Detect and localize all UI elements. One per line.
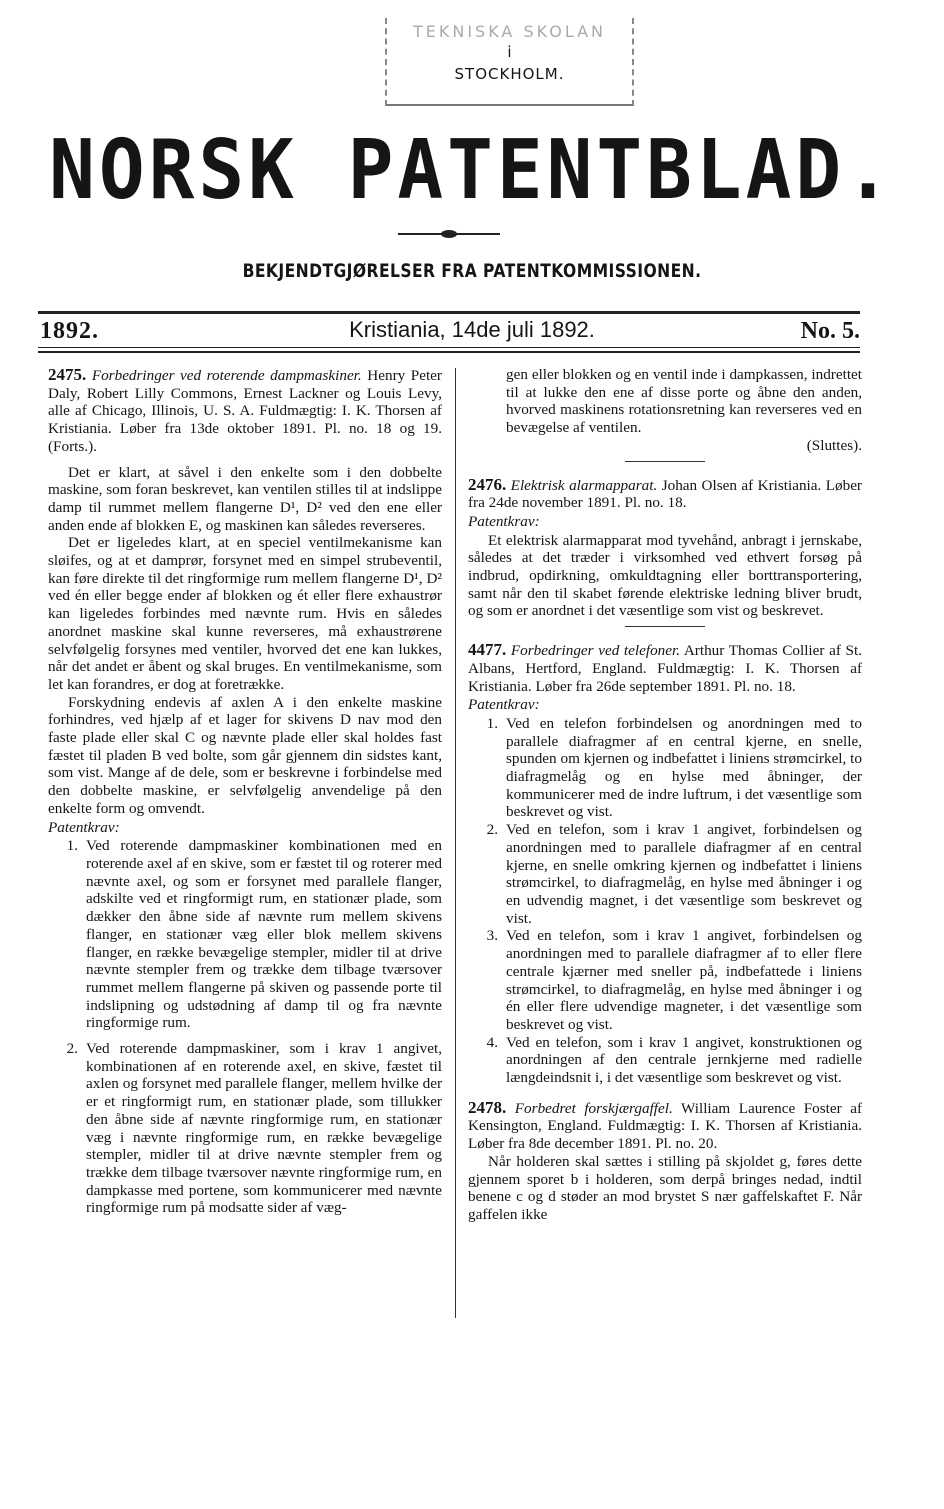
claim-number: 3. xyxy=(486,927,498,945)
issue-year: 1892. xyxy=(40,318,99,344)
claim-text: Ved en telefon forbindelsen og anordningen med to parallele diafragmer af en central kjerne, en snelle, spunden om kjernen og indbefattet i liniens strømcirkel, to diafragmelåg og en hylse med åbninger, der kommunicerer med de indre luftrum, i det væsentlige som beskrevet og vist. xyxy=(506,714,862,821)
claims-heading: Patentkrav: xyxy=(468,696,540,714)
entry-title: Elektrisk alarmapparat. xyxy=(510,476,658,494)
claim-text: Ved en telefon, som i krav 1 angivet, forbindelsen og anordningen med to parallele diafragmer af en central kjerne, en snelle omkring kjernen og indbefattet i liniens strømcirkel, to diafragmelåg, en hylse med åbninger i og en udvendig magnet, i det væsentlige som beskrevet og vist. xyxy=(506,821,862,927)
claim-text: gen eller blokken og en ventil inde i dampkassen, indrettet til at lukke den ene af disse porte og åbne den anden, hvorved maskinens rotationsretning kan reverseres ved en bevægelse af ventilen. xyxy=(506,366,862,437)
claim-number: 2. xyxy=(66,1040,78,1058)
claim-text: Ved roterende dampmaskiner, som i krav 1 angivet, kombinationen af en roterende axel, en skive, fæstet til axlen og forsynet med parallele flanger, mellem hvilke der er et ringformigt rum, en stationær plade, som tillukker den åbne side af nævnte ringformige rum, en stationær væg i nævnte ringformige rum, en række bevægelige stempler, midler til at drive nævnte stempler frem og trække dem tilbage tværsover nævnte ringformige rum, en dampkasse med portene, som kommunicerer med nævnte ringformige rum på modsatte sider af væg- xyxy=(86,1040,442,1217)
left-column xyxy=(48,366,442,1217)
claim-text: Ved en telefon, som i krav 1 angivet, forbindelsen og anordningen med to parallele diafragmer af to eller flere centrale kjærner med sneller på, indbefattede i liniens strømcirkel, to diafragmelåg, en hylse med åbninger i og én eller flere udvendige magneter, i det væsentlige som beskrevet og vist. xyxy=(506,927,862,1033)
ornament-divider xyxy=(398,233,500,235)
claim-item xyxy=(48,837,442,1032)
section-rule xyxy=(625,461,705,462)
claim-number: 1. xyxy=(486,714,498,732)
entry-number: 4477. xyxy=(468,640,507,660)
claims-heading: Patentkrav: xyxy=(468,512,540,530)
entry-2478-heading xyxy=(468,1099,862,1153)
claim-item xyxy=(468,715,862,821)
claims-heading: Patentkrav: xyxy=(48,818,120,836)
entry-4477-heading xyxy=(468,641,862,695)
entry-number: 2478. xyxy=(468,1097,507,1117)
entry-header: William Laurence Foster af Kensington, England. Fuldmægtig: I. K. Thorsen af Kristiania. Løber fra 8de december 1891. Pl. no. 20. xyxy=(468,1099,862,1153)
right-column xyxy=(468,366,862,1224)
entry-header: Johan Olsen af Kristiania. Løber fra 24de november 1891. Pl. no. 18. xyxy=(468,476,862,512)
issue-place-date: Kristiania, 14de juli 1892. xyxy=(349,317,595,342)
stamp-line-1: TEKNISKA SKOLAN xyxy=(412,22,607,41)
library-stamp xyxy=(385,18,634,106)
entry-2475-heading xyxy=(48,366,442,456)
continued-note: (Sluttes). xyxy=(806,436,862,454)
entry-2476-heading xyxy=(468,476,862,512)
stamp-line-2: i xyxy=(507,43,512,61)
claim-item xyxy=(468,927,862,1033)
claim-number: 2. xyxy=(486,821,498,839)
column-divider xyxy=(455,368,456,1318)
issue-number: No. 5. xyxy=(800,318,860,344)
entry-title: Forbedringer ved roterende dampmaskiner. xyxy=(91,367,362,384)
entry-header: Arthur Thomas Collier af St. Albans, Hertford, England. Fuldmægtig: I. K. Thorsen af Kristiania. Løber fra 26de september 1891. Pl. no. 18. xyxy=(468,642,862,695)
entry-number: 2475. xyxy=(48,365,87,384)
header-rule-top xyxy=(38,311,860,314)
stamp-line-3: STOCKHOLM. xyxy=(454,65,565,83)
masthead-subtitle: BEKJENDTGJØRELSER FRA PATENTKOMMISSIONEN. xyxy=(242,260,702,282)
masthead-title: NORSK PATENTBLAD. xyxy=(49,121,895,218)
paragraph: Når holderen skal sættes i stilling på skjoldet g, føres dette gjennem sporet b i holderen, som derpå bringes nedad, indtil benene c og d støder an mod brystet S nær gaffelskaftet F. Når gaffelen ikke xyxy=(468,1152,862,1223)
claim-number: 4. xyxy=(486,1033,498,1051)
claim-text: Ved en telefon, som i krav 1 angivet, konstruktionen og anordningen af den centrale jernkjerne med radielle længdeindsnit i, i det væsentlige som beskrevet og vist. xyxy=(506,1033,862,1087)
claim-text: Ved roterende dampmaskiner kombinationen med en roterende axel af en skive, som er fæstet til og roterer med nævnte axel, og som er forsynet med parallele flanger, adskilte ved et ringformigt rum, en stationær plade, som dækker den åbne side af nævnte rum mellem skivens flanger, en stationær væg eller blok mellem skivens flanger, en række bevægelige stempler, midler til at drive nævnte stempler frem og trække dem tilbage tværsover rummet mellem flangerne på skiven og passende porte til indslipning og udstødning af damp til og fra nævnte ringformige rum. xyxy=(86,837,442,1032)
header-rule-bottom-thick xyxy=(38,351,860,353)
paragraph: Det er ligeledes klart, at en speciel ventilmekanisme kan sløifes, og at et damprør, forsynet med en simpel strubeventil, kan føre direkte til det ringformige rum mellem flangerne D¹, D² ved én eller begge ender af blokken og ét eller flere exhaustrør kan ligeledes forbindes med nævnte rum. Hvis en således anordnet maskine skal kunne reverseres, må exhaustrørene selvfølgelig forsynes med ventiler, hvorved det ene kan lukkes, når det andet er åbent og skal bruges. En ventilmekanisme, som let kan forandres, er dog at foretrække. xyxy=(48,534,442,693)
claim-item xyxy=(468,1034,862,1087)
paragraph: Forskydning endevis af axlen A i den enkelte maskine forhindres, ved hjælp af et lager for skivens D nav mod den faste plade eller skal C og nævnte plade eller skal holdes fast fæstet til pladen B ved bolte, som går gjennem din sidstes kant, som vist. Mange af de dele, som er beskrevne i forbindelse med den dobbelte maskine, er selvfølgelig anvendelige på den enkelte form og omvendt. xyxy=(48,693,442,817)
section-rule xyxy=(625,626,705,627)
entry-number: 2476. xyxy=(468,474,507,494)
entry-header: Henry Peter Daly, Robert Lilly Commons, Ernest Lackner og Louis Levy, alle af Chicago, Illinois, U. S. A. Fuldmægtig: I. K. Thorsen af Kristiania. Løber fra 13de oktober 1891. Pl. no. 18 og 19. (Forts.). xyxy=(48,367,442,455)
claim-number: 1. xyxy=(66,837,78,855)
entry-title: Forbedringer ved telefoner. xyxy=(510,642,681,660)
paragraph: Det er klart, at såvel i den enkelte som i den dobbelte maskine, som foran beskrevet, kan ventilen stilles til at indslippe damp til rummet mellem flangerne D¹, D² ved den ene eller anden ende af blokken E, og maskinen kan således reverseres. xyxy=(48,463,442,534)
claim-continuation xyxy=(468,366,862,437)
claim-item xyxy=(48,1040,442,1217)
header-rule-bottom-thin xyxy=(38,347,860,348)
entry-title: Forbedret forskjærgaffel. xyxy=(514,1099,673,1117)
claim-item xyxy=(468,821,862,927)
paragraph: Et elektrisk alarmapparat mod tyvehånd, anbragt i jernskabe, således at det træder i virksomhed ved ethvert forsøg på indbrud, opdirkning, omkuldtagning eller borttransportering, samt når den til skabet førende elektriske ledning bliver brudt, og som er anordnet i det væsentlige som vist og beskrevet. xyxy=(468,531,862,620)
